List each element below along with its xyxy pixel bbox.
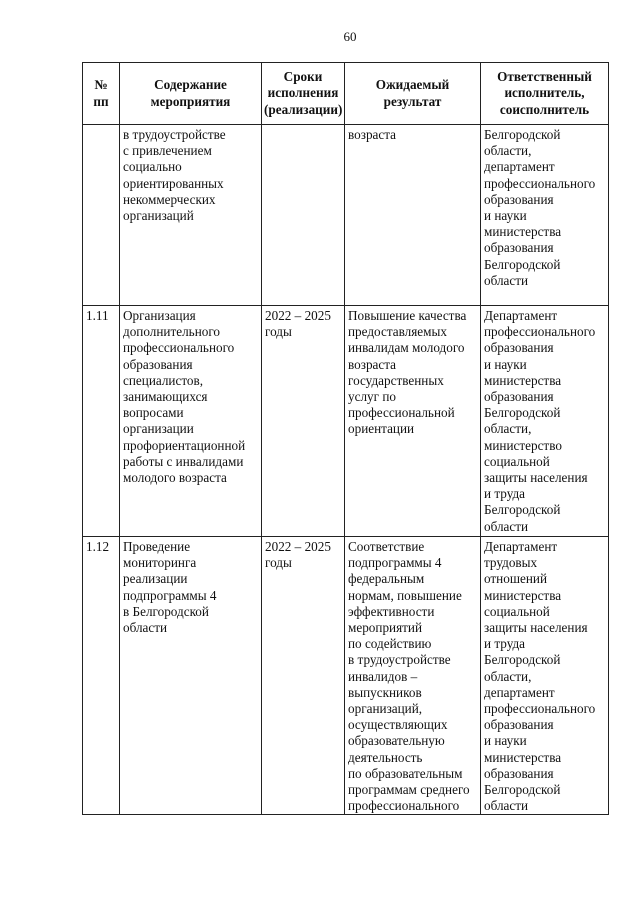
cell-responsible: Департамент профессионального образования и науки министерства образования Белгородской области, министерство социальной защиты населения и труда Белгородской области [481,306,609,537]
cell-result: Повышение качества предоставляемых инвалидам молодого возраста государственных услуг по профессиональной ориентации [345,306,481,537]
page-number: 60 [343,29,357,44]
cell-content: Проведение мониторинга реализации подпрограммы 4 в Белгородской области [120,537,262,815]
header-term: Сроки исполнения (реализации) [262,63,345,125]
header-content: Содержание мероприятия [120,63,262,125]
header-result: Ожидаемый результат [345,63,481,125]
cell-number: 1.12 [83,537,120,815]
table-header-row [83,63,609,125]
cell-result: возраста [345,125,481,306]
cell-content: в трудоустройстве с привлечением социально ориентированных некоммерческих организаций [120,125,262,306]
cell-content: Организация дополнительного профессионального образования специалистов, занимающихся вопросами организации профориентационной работы с инвалидами молодого возраста [120,306,262,537]
cell-responsible: Белгородской области, департамент профессионального образования и науки министерства образования Белгородской области [481,125,609,306]
cell-term: 2022 – 2025 годы [262,306,345,537]
cell-responsible: Департамент трудовых отношений министерства социальной защиты населения и труда Белгородской области, департамент профессионального образования и науки министерства образования Белгородской области [481,537,609,815]
cell-term: 2022 – 2025 годы [262,537,345,815]
header-responsible: Ответственный исполнитель, соисполнитель [481,63,609,125]
cell-number: 1.11 [83,306,120,537]
action-plan-table [82,62,609,815]
cell-number [83,125,120,306]
table-row [83,306,609,537]
cell-result: Соответствие подпрограммы 4 федеральным нормам, повышение эффективности мероприятий по содействию в трудоустройстве инвалидов – выпускников организаций, осуществляющих образовательную деятельность по образовательным программам среднего профессионального [345,537,481,815]
header-number: № пп [83,63,120,125]
table-row [83,537,609,815]
table-row [83,125,609,306]
cell-term [262,125,345,306]
